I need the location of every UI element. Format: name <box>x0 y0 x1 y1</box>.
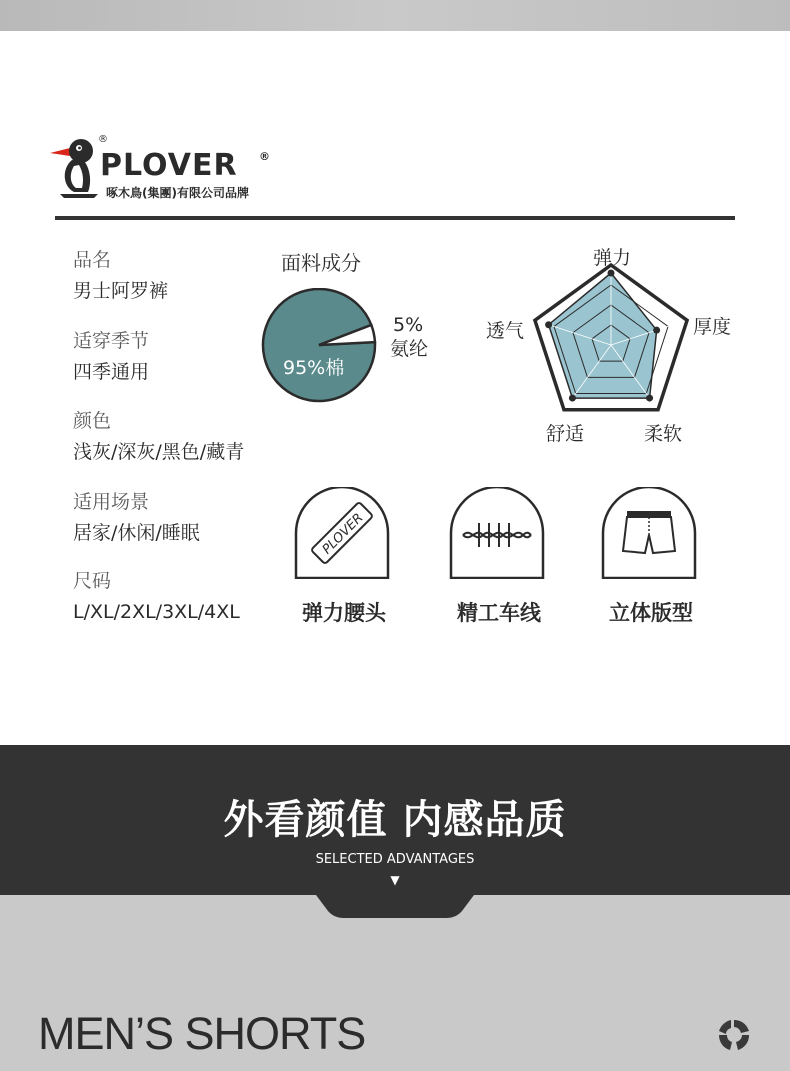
svg-text:PLOVER: PLOVER <box>319 510 367 558</box>
waistband-icon <box>294 487 390 579</box>
radar-axis-label: 透气 <box>486 320 525 342</box>
pie-label-spandex-name: 氨纶 <box>390 338 429 360</box>
registered-mark-small: ® <box>98 134 108 145</box>
radar-axis-label: 柔软 <box>643 423 683 445</box>
spec-label: 适用场景 <box>73 491 150 513</box>
banner-title: 外看颜值 内感品质 <box>223 797 567 843</box>
fabric-knot-icon <box>716 1017 752 1053</box>
section-heading: MEN’S SHORTS <box>38 1008 366 1059</box>
brand-wordmark: PLOVER <box>100 148 238 183</box>
banner-subtitle: SELECTED ADVANTAGES <box>315 852 475 867</box>
spec-value: 浅灰/深灰/黑色/藏青 <box>73 441 245 463</box>
spec-item-size <box>73 568 240 625</box>
down-arrow-icon: ▼ <box>390 873 400 887</box>
radar-point <box>653 327 660 334</box>
radar-axis-label: 弹力 <box>592 247 632 269</box>
radar-point <box>569 395 576 402</box>
radar-axis-label: 厚度 <box>693 316 732 338</box>
spec-value: 居家/休闲/睡眠 <box>73 522 200 544</box>
spec-label: 适穿季节 <box>73 330 150 352</box>
feature-stitching <box>449 487 549 625</box>
spec-label: 颜色 <box>73 410 112 432</box>
banner-tab <box>316 895 474 919</box>
brand-subtitle: 啄木鳥(集團)有限公司品牌 <box>106 186 249 200</box>
feature-label: 弹力腰头 <box>302 601 386 625</box>
spec-label: 品名 <box>73 249 112 271</box>
radar-point <box>545 321 552 328</box>
spec-value: L/XL/2XL/3XL/4XL <box>73 601 240 623</box>
feature-label: 立体版型 <box>609 601 693 625</box>
feature-3d-cut <box>601 487 701 625</box>
radar-axis-label: 舒适 <box>545 423 585 445</box>
spec-value: 男士阿罗裤 <box>73 280 169 302</box>
spec-item-season <box>73 328 149 385</box>
spec-label: 尺码 <box>73 570 112 592</box>
stitching-icon <box>449 487 545 579</box>
top-strip <box>0 0 790 31</box>
pie-label-cotton: 95%棉 <box>283 357 345 379</box>
feature-waistband <box>294 487 394 625</box>
shorts-cut-icon <box>601 487 697 579</box>
registered-mark: ® <box>259 150 270 163</box>
radar-point <box>608 270 615 277</box>
radar-point <box>646 395 653 402</box>
spec-value: 四季通用 <box>73 361 150 383</box>
spec-item-scene <box>73 489 200 546</box>
fabric-title: 面料成分 <box>281 251 361 275</box>
fabric-radar-chart <box>480 240 750 455</box>
advantages-banner <box>0 745 790 895</box>
pie-label-spandex-percent: 5% <box>393 314 424 336</box>
fabric-pie-chart <box>255 288 445 418</box>
header-divider <box>55 216 735 220</box>
feature-label: 精工车线 <box>457 601 541 625</box>
brand-logo <box>48 134 278 204</box>
spec-item-name <box>73 247 168 304</box>
spec-item-color <box>73 408 244 465</box>
